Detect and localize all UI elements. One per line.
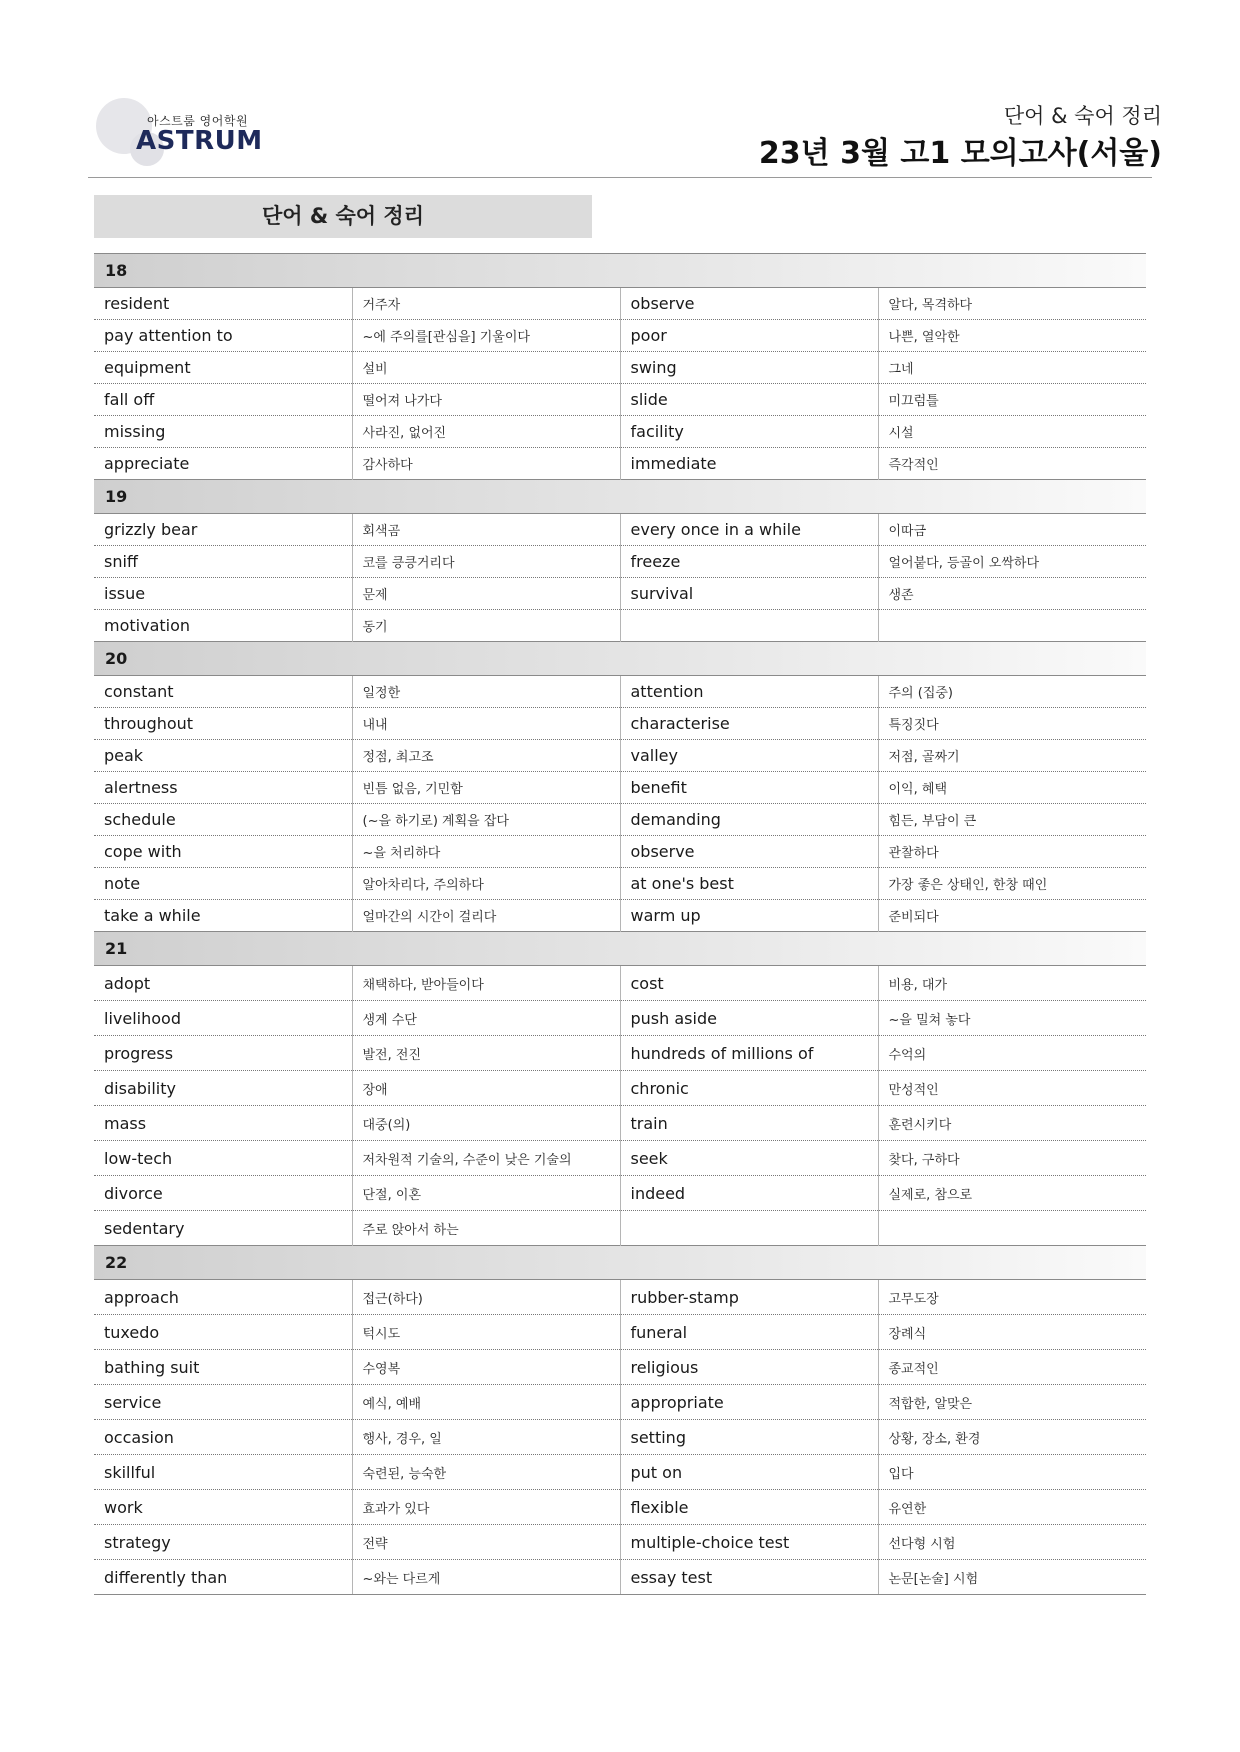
english-term: attention: [620, 676, 878, 708]
english-term: work: [94, 1490, 352, 1525]
english-term: alertness: [94, 772, 352, 804]
english-term: swing: [620, 352, 878, 384]
english-term: note: [94, 868, 352, 900]
english-term: missing: [94, 416, 352, 448]
english-term: observe: [620, 288, 878, 320]
vocab-row: [94, 546, 1146, 578]
section-title-box: 단어 & 숙어 정리: [94, 195, 592, 238]
korean-meaning: 단절, 이혼: [352, 1176, 620, 1211]
vocab-row: [94, 836, 1146, 868]
korean-meaning: 코를 킁킁거리다: [352, 546, 620, 578]
korean-meaning: 준비되다: [878, 900, 1146, 932]
korean-meaning: 장례식: [878, 1315, 1146, 1350]
korean-meaning: 시설: [878, 416, 1146, 448]
korean-meaning: 접근(하다): [352, 1280, 620, 1315]
english-term: sniff: [94, 546, 352, 578]
logo-subtitle: 아스트룸 영어학원: [147, 114, 249, 128]
korean-meaning: 미끄럼틀: [878, 384, 1146, 416]
vocab-row: [94, 740, 1146, 772]
vocab-row: [94, 610, 1146, 642]
korean-meaning: 적합한, 알맞은: [878, 1385, 1146, 1420]
vocab-row: [94, 448, 1146, 480]
korean-meaning: 동기: [352, 610, 620, 642]
english-term: service: [94, 1385, 352, 1420]
english-term: appropriate: [620, 1385, 878, 1420]
english-term: adopt: [94, 966, 352, 1001]
korean-meaning: 행사, 경우, 일: [352, 1420, 620, 1455]
vocab-row: [94, 1106, 1146, 1141]
korean-meaning: 저점, 골짜기: [878, 740, 1146, 772]
english-term: warm up: [620, 900, 878, 932]
english-term: chronic: [620, 1071, 878, 1106]
vocab-row: [94, 1176, 1146, 1211]
english-term: progress: [94, 1036, 352, 1071]
vocab-row: [94, 1350, 1146, 1385]
question-section-header: [94, 642, 1146, 676]
english-term: strategy: [94, 1525, 352, 1560]
english-term: bathing suit: [94, 1350, 352, 1385]
english-term: livelihood: [94, 1001, 352, 1036]
korean-meaning: 이따금: [878, 514, 1146, 546]
korean-meaning: 문제: [352, 578, 620, 610]
english-term: valley: [620, 740, 878, 772]
english-term: survival: [620, 578, 878, 610]
vocab-row: [94, 578, 1146, 610]
vocab-row: [94, 1455, 1146, 1490]
english-term: appreciate: [94, 448, 352, 480]
vocab-row: [94, 868, 1146, 900]
korean-meaning: 얼마간의 시간이 걸리다: [352, 900, 620, 932]
korean-meaning: 선다형 시험: [878, 1525, 1146, 1560]
vocab-row: [94, 900, 1146, 932]
english-term: issue: [94, 578, 352, 610]
english-term: hundreds of millions of: [620, 1036, 878, 1071]
korean-meaning: ~와는 다르게: [352, 1560, 620, 1595]
korean-meaning: 만성적인: [878, 1071, 1146, 1106]
english-term: take a while: [94, 900, 352, 932]
korean-meaning: 발전, 전진: [352, 1036, 620, 1071]
english-term: rubber-stamp: [620, 1280, 878, 1315]
vocab-row: [94, 1560, 1146, 1595]
korean-meaning: 거주자: [352, 288, 620, 320]
korean-meaning: 턱시도: [352, 1315, 620, 1350]
korean-meaning: 관찰하다: [878, 836, 1146, 868]
vocab-row: [94, 1036, 1146, 1071]
korean-meaning: 정점, 최고조: [352, 740, 620, 772]
korean-meaning: 일정한: [352, 676, 620, 708]
vocab-row: [94, 1385, 1146, 1420]
korean-meaning: 훈련시키다: [878, 1106, 1146, 1141]
vocab-row: [94, 514, 1146, 546]
korean-meaning: 종교적인: [878, 1350, 1146, 1385]
english-term: skillful: [94, 1455, 352, 1490]
english-term: motivation: [94, 610, 352, 642]
vocab-row: [94, 1525, 1146, 1560]
question-number: 22: [94, 1246, 1146, 1280]
english-term: setting: [620, 1420, 878, 1455]
question-number: 19: [94, 480, 1146, 514]
english-term: occasion: [94, 1420, 352, 1455]
korean-meaning: 알다, 목격하다: [878, 288, 1146, 320]
vocab-row: [94, 1001, 1146, 1036]
korean-meaning: 즉각적인: [878, 448, 1146, 480]
korean-meaning: 생계 수단: [352, 1001, 620, 1036]
question-number: 18: [94, 254, 1146, 288]
english-term: put on: [620, 1455, 878, 1490]
header-divider: [88, 177, 1152, 178]
korean-meaning: ~에 주의를[관심을] 기울이다: [352, 320, 620, 352]
english-term: facility: [620, 416, 878, 448]
english-term: peak: [94, 740, 352, 772]
english-term: throughout: [94, 708, 352, 740]
korean-meaning: 나쁜, 열악한: [878, 320, 1146, 352]
english-term: funeral: [620, 1315, 878, 1350]
english-term: train: [620, 1106, 878, 1141]
korean-meaning: 찾다, 구하다: [878, 1141, 1146, 1176]
academy-logo: [96, 96, 296, 176]
question-section-header: [94, 254, 1146, 288]
question-section-header: [94, 1246, 1146, 1280]
english-term: indeed: [620, 1176, 878, 1211]
korean-meaning: 장애: [352, 1071, 620, 1106]
english-term: slide: [620, 384, 878, 416]
korean-meaning: 빈틈 없음, 기민함: [352, 772, 620, 804]
korean-meaning: 떨어져 나가다: [352, 384, 620, 416]
vocab-row: [94, 1420, 1146, 1455]
vocab-row: [94, 320, 1146, 352]
korean-meaning: 유연한: [878, 1490, 1146, 1525]
vocab-row: [94, 1280, 1146, 1315]
english-term: differently than: [94, 1560, 352, 1595]
english-term: multiple-choice test: [620, 1525, 878, 1560]
korean-meaning: 비용, 대가: [878, 966, 1146, 1001]
korean-meaning: 설비: [352, 352, 620, 384]
korean-meaning: 논문[논술] 시험: [878, 1560, 1146, 1595]
logo-wordmark: ASTRUM: [136, 126, 263, 156]
vocab-row: [94, 1490, 1146, 1525]
korean-meaning: 생존: [878, 578, 1146, 610]
korean-meaning: 대중(의): [352, 1106, 620, 1141]
english-term: cost: [620, 966, 878, 1001]
english-term: demanding: [620, 804, 878, 836]
english-term: divorce: [94, 1176, 352, 1211]
korean-meaning: 고무도장: [878, 1280, 1146, 1315]
english-term: cope with: [94, 836, 352, 868]
korean-meaning: 숙련된, 능숙한: [352, 1455, 620, 1490]
vocab-row: [94, 416, 1146, 448]
english-term: approach: [94, 1280, 352, 1315]
korean-meaning: 회색곰: [352, 514, 620, 546]
english-term: every once in a while: [620, 514, 878, 546]
korean-meaning: 주의 (집중): [878, 676, 1146, 708]
question-number: 21: [94, 932, 1146, 966]
english-term: benefit: [620, 772, 878, 804]
korean-meaning: 효과가 있다: [352, 1490, 620, 1525]
english-term: freeze: [620, 546, 878, 578]
english-term: seek: [620, 1141, 878, 1176]
korean-meaning: 입다: [878, 1455, 1146, 1490]
korean-meaning: (~을 하기로) 계획을 잡다: [352, 804, 620, 836]
english-term: grizzly bear: [94, 514, 352, 546]
english-term: [620, 1211, 878, 1246]
korean-meaning: 상황, 장소, 환경: [878, 1420, 1146, 1455]
vocab-row: [94, 708, 1146, 740]
vocab-row: [94, 288, 1146, 320]
korean-meaning: 힘든, 부담이 큰: [878, 804, 1146, 836]
english-term: religious: [620, 1350, 878, 1385]
english-term: resident: [94, 288, 352, 320]
english-term: low-tech: [94, 1141, 352, 1176]
korean-meaning: 알아차리다, 주의하다: [352, 868, 620, 900]
english-term: equipment: [94, 352, 352, 384]
english-term: [620, 610, 878, 642]
korean-meaning: 예식, 예배: [352, 1385, 620, 1420]
header-subtitle: 단어 & 숙어 정리: [1003, 104, 1162, 128]
vocab-row: [94, 1315, 1146, 1350]
vocab-row: [94, 772, 1146, 804]
korean-meaning: 주로 앉아서 하는: [352, 1211, 620, 1246]
english-term: schedule: [94, 804, 352, 836]
english-term: constant: [94, 676, 352, 708]
vocab-row: [94, 804, 1146, 836]
question-section-header: [94, 480, 1146, 514]
english-term: poor: [620, 320, 878, 352]
vocab-row: [94, 1071, 1146, 1106]
korean-meaning: [878, 1211, 1146, 1246]
korean-meaning: 전략: [352, 1525, 620, 1560]
korean-meaning: 특징짓다: [878, 708, 1146, 740]
english-term: flexible: [620, 1490, 878, 1525]
korean-meaning: 사라진, 없어진: [352, 416, 620, 448]
korean-meaning: 얼어붙다, 등골이 오싹하다: [878, 546, 1146, 578]
english-term: immediate: [620, 448, 878, 480]
korean-meaning: 실제로, 참으로: [878, 1176, 1146, 1211]
korean-meaning: 내내: [352, 708, 620, 740]
vocab-row: [94, 384, 1146, 416]
vocab-row: [94, 1211, 1146, 1246]
korean-meaning: 채택하다, 받아들이다: [352, 966, 620, 1001]
english-term: mass: [94, 1106, 352, 1141]
english-term: push aside: [620, 1001, 878, 1036]
vocab-row: [94, 676, 1146, 708]
english-term: characterise: [620, 708, 878, 740]
korean-meaning: 감사하다: [352, 448, 620, 480]
page-title: 23년 3월 고1 모의고사(서울): [758, 136, 1162, 171]
korean-meaning: 수억의: [878, 1036, 1146, 1071]
vocab-row: [94, 966, 1146, 1001]
korean-meaning: 수영복: [352, 1350, 620, 1385]
korean-meaning: 그네: [878, 352, 1146, 384]
english-term: tuxedo: [94, 1315, 352, 1350]
english-term: disability: [94, 1071, 352, 1106]
korean-meaning: ~을 밀쳐 놓다: [878, 1001, 1146, 1036]
english-term: fall off: [94, 384, 352, 416]
english-term: observe: [620, 836, 878, 868]
vocabulary-table: [94, 253, 1146, 1595]
question-section-header: [94, 932, 1146, 966]
english-term: pay attention to: [94, 320, 352, 352]
vocab-row: [94, 1141, 1146, 1176]
korean-meaning: 가장 좋은 상태인, 한창 때인: [878, 868, 1146, 900]
korean-meaning: [878, 610, 1146, 642]
korean-meaning: 이익, 혜택: [878, 772, 1146, 804]
english-term: sedentary: [94, 1211, 352, 1246]
english-term: at one's best: [620, 868, 878, 900]
question-number: 20: [94, 642, 1146, 676]
korean-meaning: ~을 처리하다: [352, 836, 620, 868]
korean-meaning: 저차원적 기술의, 수준이 낮은 기술의: [352, 1141, 620, 1176]
vocab-row: [94, 352, 1146, 384]
english-term: essay test: [620, 1560, 878, 1595]
